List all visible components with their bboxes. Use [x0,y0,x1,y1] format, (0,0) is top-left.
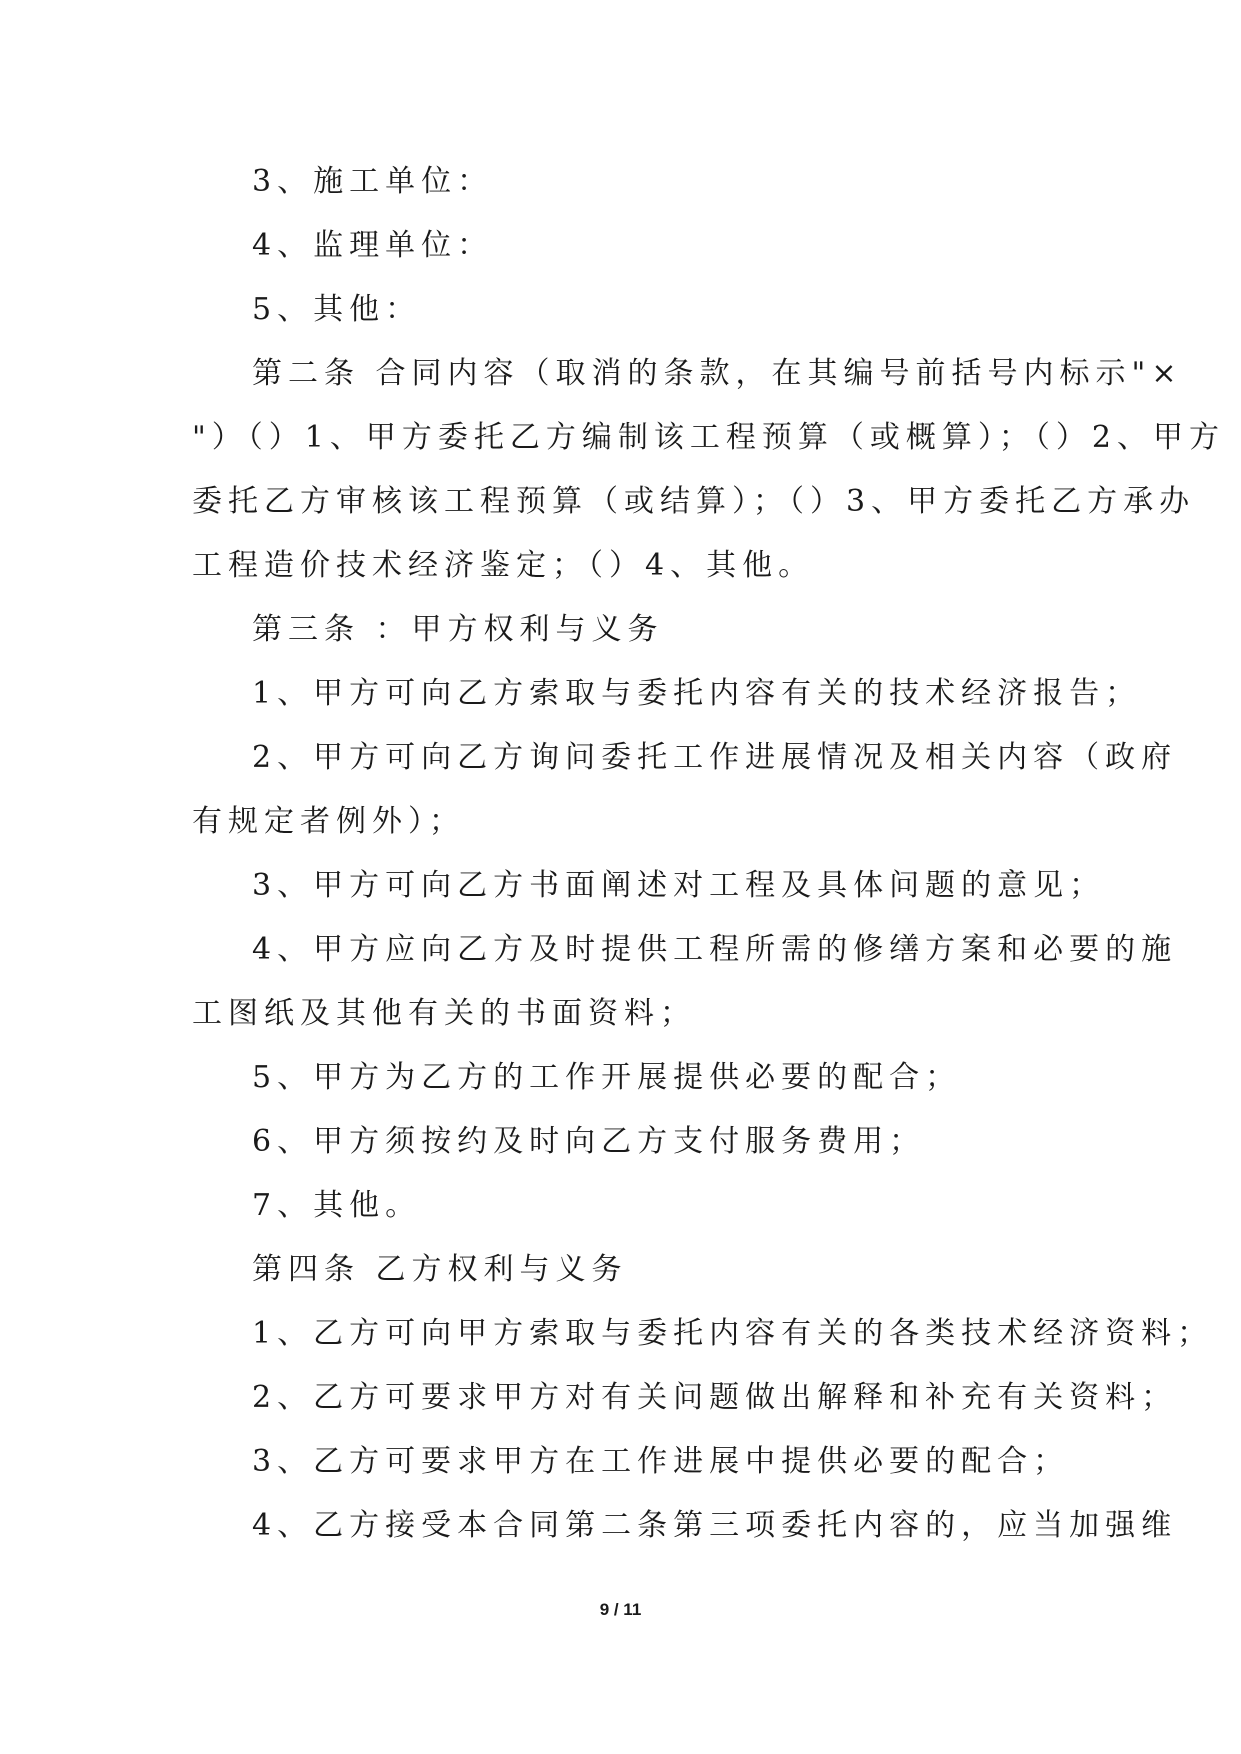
clause-heading: 第二条 合同内容（取消的条款，在其编号前括号内标示"× [252,356,1183,391]
text-line: 1、乙方可向甲方索取与委托内容有关的各类技术经济资料； [252,1316,1214,1351]
text-line: 5、其他： [252,292,422,327]
text-line: 6、甲方须按约及时向乙方支付服务费用； [252,1124,926,1159]
text-line: 有规定者例外）； [192,804,465,839]
text-line: 1、甲方可向乙方索取与委托内容有关的技术经济报告； [252,676,1142,711]
text-line: 工程造价技术经济鉴定；（）4、其他。 [192,548,815,583]
text-line: "）（）1、甲方委托乙方编制该工程预算（或概算）；（）2、甲方 [192,420,1225,455]
text-line: 3、甲方可向乙方书面阐述对工程及具体问题的意见； [252,868,1106,903]
text-line: 工图纸及其他有关的书面资料； [192,996,696,1031]
page-number: 9 / 11 [599,1600,642,1619]
text-line: 7、其他。 [252,1188,422,1223]
text-line: 3、乙方可要求甲方在工作进展中提供必要的配合； [252,1444,1070,1479]
clause-heading: 第四条 乙方权利与义务 [252,1252,628,1287]
text-line: 2、甲方可向乙方询问委托工作进展情况及相关内容（政府 [252,740,1178,775]
text-line: 5、甲方为乙方的工作开展提供必要的配合； [252,1060,962,1095]
text-line: 委托乙方审核该工程预算（或结算）；（）3、甲方委托乙方承办 [192,484,1196,519]
text-line: 3、施工单位： [252,164,494,199]
document-body [192,150,1225,1558]
text-line: 4、乙方接受本合同第二条第三项委托内容的，应当加强维 [252,1508,1178,1543]
text-line: 4、监理单位： [252,228,494,263]
clause-heading: 第三条 ：甲方权利与义务 [252,612,664,647]
text-line: 4、甲方应向乙方及时提供工程所需的修缮方案和必要的施 [252,932,1178,967]
text-line: 2、乙方可要求甲方对有关问题做出解释和补充有关资料； [252,1380,1178,1415]
